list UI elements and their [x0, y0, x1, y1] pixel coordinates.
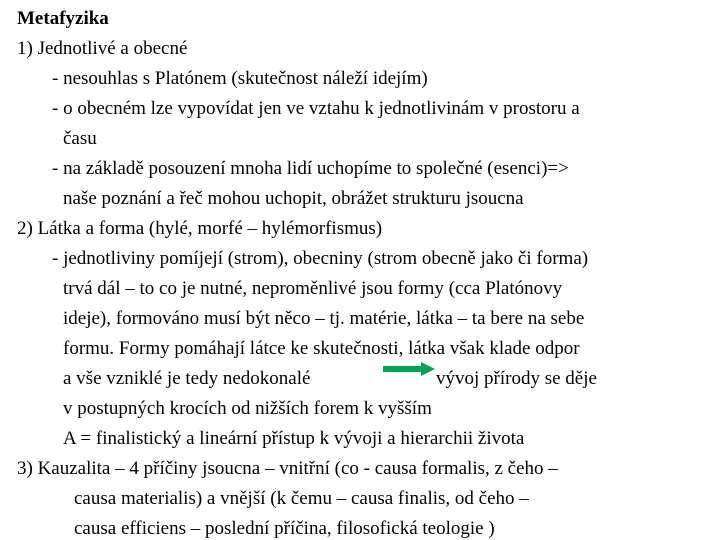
point-1-2-cont: času	[63, 128, 97, 149]
heading-1-jednotlive-a-obecne: 1) Jednotlivé a obecné	[17, 38, 188, 59]
slide-title: Metafyzika	[17, 8, 109, 29]
point-1-3: - na základě posouzení mnoha lidí uchopíme to společné (esenci)=>	[52, 158, 569, 179]
point-2-1-cont-6: A = finalistický a lineární přístup k vývoji a hierarchii života	[63, 428, 525, 449]
point-2-1-cont-1: trvá dál – to co je nutné, neproměnlivé jsou formy (cca Platónovy	[63, 278, 563, 299]
point-3-cont-2: causa efficiens – poslední příčina, filosofická teologie )	[74, 518, 495, 539]
point-2-1-cont-2: ideje), formováno musí být něco – tj. matérie, látka – ta bere na sebe	[63, 308, 585, 329]
heading-3-kauzalita: 3) Kauzalita – 4 příčiny jsoucna – vnitřní (co - causa formalis, z čeho –	[17, 458, 558, 479]
point-1-1: - nesouhlas s Platónem (skutečnost náleží idejím)	[52, 68, 428, 89]
point-3-cont-1: causa materialis) a vnější (k čemu – causa finalis, od čeho –	[74, 488, 529, 509]
point-2-1-cont-4b: vývoj přírody se děje	[436, 368, 597, 389]
heading-2-latka-a-forma: 2) Látka a forma (hylé, morfé – hylémorfismus)	[17, 218, 383, 239]
point-2-1-cont-5: v postupných krocích od nižších forem k vyšším	[63, 398, 432, 419]
point-1-2: - o obecném lze vypovídat jen ve vztahu k jednotlivinám v prostoru a	[52, 98, 580, 119]
point-2-1-cont-3: formu. Formy pomáhají látce ke skutečnosti, látka však klade odpor	[63, 338, 580, 359]
point-2-1-cont-4a: a vše vzniklé je tedy nedokonalé	[63, 368, 311, 389]
right-arrow-icon	[383, 362, 435, 376]
point-1-3-cont: naše poznání a řeč mohou uchopit, obrážet strukturu jsoucna	[63, 188, 524, 209]
point-2-1: - jednotliviny pomíjejí (strom), obecniny (strom obecně jako či forma)	[52, 248, 589, 269]
